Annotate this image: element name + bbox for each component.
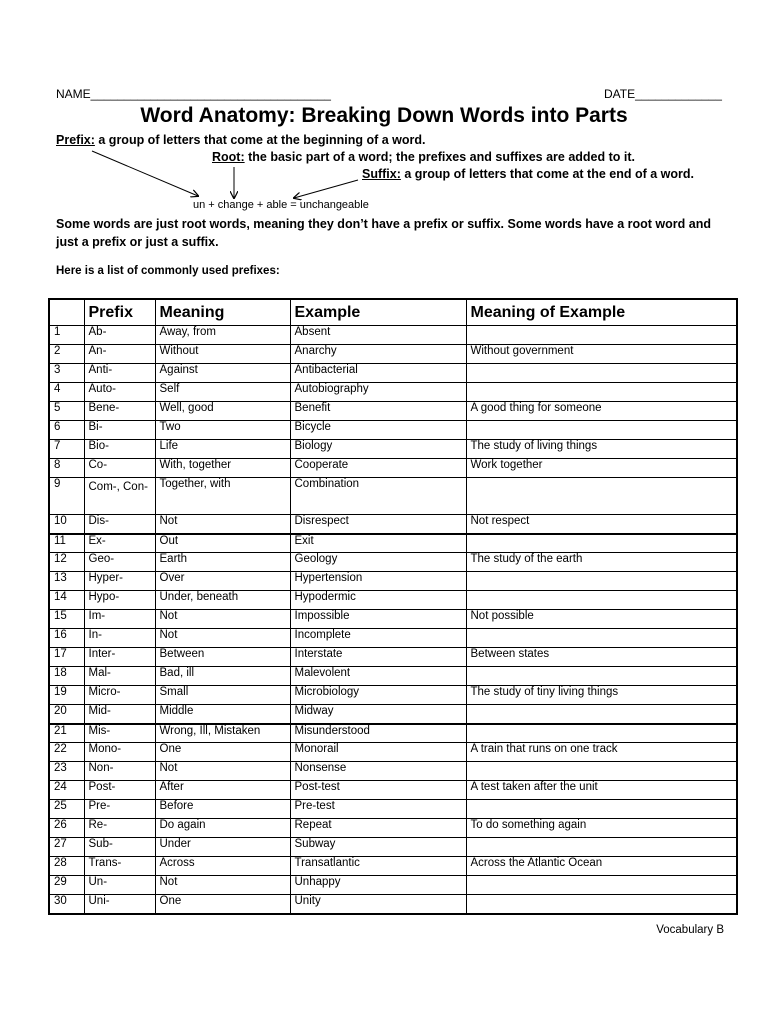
example-meaning-cell (466, 667, 737, 686)
meaning-cell: Not (155, 876, 290, 895)
column-header-example: Example (290, 299, 466, 326)
meaning-cell: Two (155, 421, 290, 440)
table-row (49, 800, 737, 819)
intro-paragraph: Some words are just root words, meaning they don’t have a prefix or suffix. Some words have a root word and just a prefix or just a suffix. (56, 217, 711, 249)
table-row (49, 629, 737, 648)
row-number: 2 (49, 345, 84, 364)
example-cell: Geology (290, 553, 466, 572)
example-meaning-cell (466, 591, 737, 610)
table-row (49, 326, 737, 345)
example-meaning-cell: A good thing for someone (466, 402, 737, 421)
prefix-cell: Post- (84, 781, 155, 800)
example-equation: un + change + able = unchangeable (193, 199, 369, 211)
row-number: 14 (49, 591, 84, 610)
row-number: 25 (49, 800, 84, 819)
prefix-cell: Un- (84, 876, 155, 895)
example-cell: Nonsense (290, 762, 466, 781)
meaning-cell: After (155, 781, 290, 800)
example-cell: Post-test (290, 781, 466, 800)
suffix-text: a group of letters that come at the end of a word. (400, 167, 694, 181)
table-row (49, 383, 737, 402)
row-number: 11 (49, 534, 84, 553)
prefix-cell: An- (84, 345, 155, 364)
example-meaning-cell: A test taken after the unit (466, 781, 737, 800)
example-cell: Biology (290, 440, 466, 459)
meaning-cell: Over (155, 572, 290, 591)
example-cell: Anarchy (290, 345, 466, 364)
example-meaning-cell: To do something again (466, 819, 737, 838)
example-meaning-cell (466, 876, 737, 895)
table-header-row (49, 299, 737, 326)
example-meaning-cell (466, 572, 737, 591)
column-header-number (49, 299, 84, 326)
name-label: NAME (56, 87, 91, 101)
example-cell: Exit (290, 534, 466, 553)
prefix-cell: Ab- (84, 326, 155, 345)
prefix-cell: Mono- (84, 743, 155, 762)
row-number: 15 (49, 610, 84, 629)
example-meaning-cell: Not possible (466, 610, 737, 629)
example-meaning-cell (466, 478, 737, 515)
prefix-cell: Im- (84, 610, 155, 629)
example-meaning-cell: Work together (466, 459, 737, 478)
example-meaning-cell (466, 724, 737, 743)
example-cell: Combination (290, 478, 466, 515)
table-row (49, 743, 737, 762)
table-row (49, 648, 737, 667)
table-row (49, 705, 737, 724)
table-row (49, 515, 737, 534)
table-row (49, 345, 737, 364)
prefix-cell: Bio- (84, 440, 155, 459)
prefix-cell: Co- (84, 459, 155, 478)
row-number: 20 (49, 705, 84, 724)
table-row (49, 402, 737, 421)
example-cell: Malevolent (290, 667, 466, 686)
meaning-cell: Life (155, 440, 290, 459)
row-number: 26 (49, 819, 84, 838)
meaning-cell: Wrong, Ill, Mistaken (155, 724, 290, 743)
prefix-cell: Bi- (84, 421, 155, 440)
row-number: 22 (49, 743, 84, 762)
example-cell: Hypertension (290, 572, 466, 591)
meaning-cell: Under (155, 838, 290, 857)
example-meaning-cell (466, 762, 737, 781)
meaning-cell: Under, beneath (155, 591, 290, 610)
row-number: 5 (49, 402, 84, 421)
meaning-cell: Middle (155, 705, 290, 724)
meaning-cell: Not (155, 610, 290, 629)
meaning-cell: Without (155, 345, 290, 364)
prefix-cell: Bene- (84, 402, 155, 421)
root-text: the basic part of a word; the prefixes and suffixes are added to it. (244, 150, 635, 164)
prefix-cell: Com-, Con- (84, 478, 155, 515)
name-blank: ____________________________________ (90, 87, 331, 101)
suffix-arrow (294, 180, 358, 198)
meaning-cell: With, together (155, 459, 290, 478)
page-title: Word Anatomy: Breaking Down Words into Parts (140, 104, 628, 127)
example-meaning-cell (466, 895, 737, 914)
row-number: 23 (49, 762, 84, 781)
example-cell: Transatlantic (290, 857, 466, 876)
example-cell: Incomplete (290, 629, 466, 648)
row-number: 6 (49, 421, 84, 440)
meaning-cell: One (155, 743, 290, 762)
meaning-cell: Together, with (155, 478, 290, 515)
meaning-cell: Self (155, 383, 290, 402)
table-row (49, 895, 737, 914)
column-header-meaning-of-example: Meaning of Example (466, 299, 737, 326)
table-row (49, 762, 737, 781)
meaning-cell: Across (155, 857, 290, 876)
example-cell: Repeat (290, 819, 466, 838)
example-cell: Disrespect (290, 515, 466, 534)
example-meaning-cell (466, 629, 737, 648)
list-intro: Here is a list of commonly used prefixes: (56, 265, 280, 277)
prefix-text: a group of letters that come at the beginning of a word. (94, 133, 426, 147)
table-row (49, 838, 737, 857)
example-meaning-cell (466, 534, 737, 553)
prefix-term: Prefix: (56, 133, 95, 147)
example-meaning-cell (466, 364, 737, 383)
example-meaning-cell: Without government (466, 345, 737, 364)
row-number: 12 (49, 553, 84, 572)
meaning-cell: Not (155, 762, 290, 781)
example-meaning-cell (466, 383, 737, 402)
example-cell: Microbiology (290, 686, 466, 705)
prefix-cell: Hypo- (84, 591, 155, 610)
root-term: Root: (212, 150, 245, 164)
prefix-cell: Non- (84, 762, 155, 781)
row-number: 10 (49, 515, 84, 534)
meaning-cell: Not (155, 629, 290, 648)
table-row (49, 534, 737, 553)
example-cell: Misunderstood (290, 724, 466, 743)
example-meaning-cell: Not respect (466, 515, 737, 534)
example-cell: Benefit (290, 402, 466, 421)
table-row (49, 724, 737, 743)
example-cell: Impossible (290, 610, 466, 629)
meaning-cell: One (155, 895, 290, 914)
prefix-cell: Trans- (84, 857, 155, 876)
example-cell: Unhappy (290, 876, 466, 895)
prefix-cell: Auto- (84, 383, 155, 402)
example-cell: Absent (290, 326, 466, 345)
meaning-cell: Against (155, 364, 290, 383)
example-cell: Bicycle (290, 421, 466, 440)
meaning-cell: Not (155, 515, 290, 534)
row-number: 24 (49, 781, 84, 800)
example-cell: Antibacterial (290, 364, 466, 383)
meaning-cell: Do again (155, 819, 290, 838)
row-number: 28 (49, 857, 84, 876)
table-row (49, 610, 737, 629)
table-row (49, 819, 737, 838)
example-meaning-cell: A train that runs on one track (466, 743, 737, 762)
meaning-cell: Bad, ill (155, 667, 290, 686)
example-meaning-cell: Across the Atlantic Ocean (466, 857, 737, 876)
prefix-cell: Re- (84, 819, 155, 838)
table-row (49, 553, 737, 572)
prefix-cell: Dis- (84, 515, 155, 534)
prefix-cell: Sub- (84, 838, 155, 857)
example-cell: Midway (290, 705, 466, 724)
prefix-cell: Ex- (84, 534, 155, 553)
table-row (49, 781, 737, 800)
row-number: 30 (49, 895, 84, 914)
table-row (49, 686, 737, 705)
example-cell: Unity (290, 895, 466, 914)
prefix-cell: Mis- (84, 724, 155, 743)
prefix-cell: Anti- (84, 364, 155, 383)
column-header-meaning: Meaning (155, 299, 290, 326)
example-cell: Monorail (290, 743, 466, 762)
example-meaning-cell (466, 800, 737, 819)
prefix-table (48, 298, 738, 915)
meaning-cell: Small (155, 686, 290, 705)
suffix-term: Suffix: (362, 167, 401, 181)
row-number: 9 (49, 478, 84, 515)
example-cell: Interstate (290, 648, 466, 667)
meaning-cell: Out (155, 534, 290, 553)
example-meaning-cell: The study of tiny living things (466, 686, 737, 705)
prefix-cell: Hyper- (84, 572, 155, 591)
column-header-prefix: Prefix (84, 299, 155, 326)
table-row (49, 459, 737, 478)
footer-label: Vocabulary B (656, 924, 724, 936)
prefix-cell: Uni- (84, 895, 155, 914)
prefix-cell: Pre- (84, 800, 155, 819)
prefix-cell: Mid- (84, 705, 155, 724)
meaning-cell: Well, good (155, 402, 290, 421)
definition-arrows (0, 0, 768, 230)
example-meaning-cell (466, 705, 737, 724)
example-cell: Hypodermic (290, 591, 466, 610)
meaning-cell: Before (155, 800, 290, 819)
row-number: 17 (49, 648, 84, 667)
prefix-cell: Micro- (84, 686, 155, 705)
table-row (49, 876, 737, 895)
table-row (49, 478, 737, 515)
row-number: 1 (49, 326, 84, 345)
row-number: 16 (49, 629, 84, 648)
example-meaning-cell (466, 326, 737, 345)
example-cell: Pre-test (290, 800, 466, 819)
row-number: 27 (49, 838, 84, 857)
prefix-cell: Mal- (84, 667, 155, 686)
row-number: 19 (49, 686, 84, 705)
prefix-cell: Inter- (84, 648, 155, 667)
table-row (49, 440, 737, 459)
example-cell: Subway (290, 838, 466, 857)
row-number: 3 (49, 364, 84, 383)
meaning-cell: Away, from (155, 326, 290, 345)
example-meaning-cell: The study of the earth (466, 553, 737, 572)
date-label: DATE (604, 87, 636, 101)
table-row (49, 591, 737, 610)
row-number: 29 (49, 876, 84, 895)
table-row (49, 421, 737, 440)
meaning-cell: Between (155, 648, 290, 667)
table-row (49, 857, 737, 876)
table-row (49, 572, 737, 591)
prefix-arrow (92, 151, 198, 196)
row-number: 8 (49, 459, 84, 478)
row-number: 13 (49, 572, 84, 591)
example-cell: Autobiography (290, 383, 466, 402)
table-row (49, 364, 737, 383)
example-meaning-cell: The study of living things (466, 440, 737, 459)
row-number: 7 (49, 440, 84, 459)
example-cell: Cooperate (290, 459, 466, 478)
row-number: 21 (49, 724, 84, 743)
example-meaning-cell (466, 838, 737, 857)
example-meaning-cell: Between states (466, 648, 737, 667)
prefix-cell: In- (84, 629, 155, 648)
row-number: 4 (49, 383, 84, 402)
prefix-cell: Geo- (84, 553, 155, 572)
example-meaning-cell (466, 421, 737, 440)
meaning-cell: Earth (155, 553, 290, 572)
date-blank: _____________ (635, 87, 722, 101)
row-number: 18 (49, 667, 84, 686)
table-row (49, 667, 737, 686)
